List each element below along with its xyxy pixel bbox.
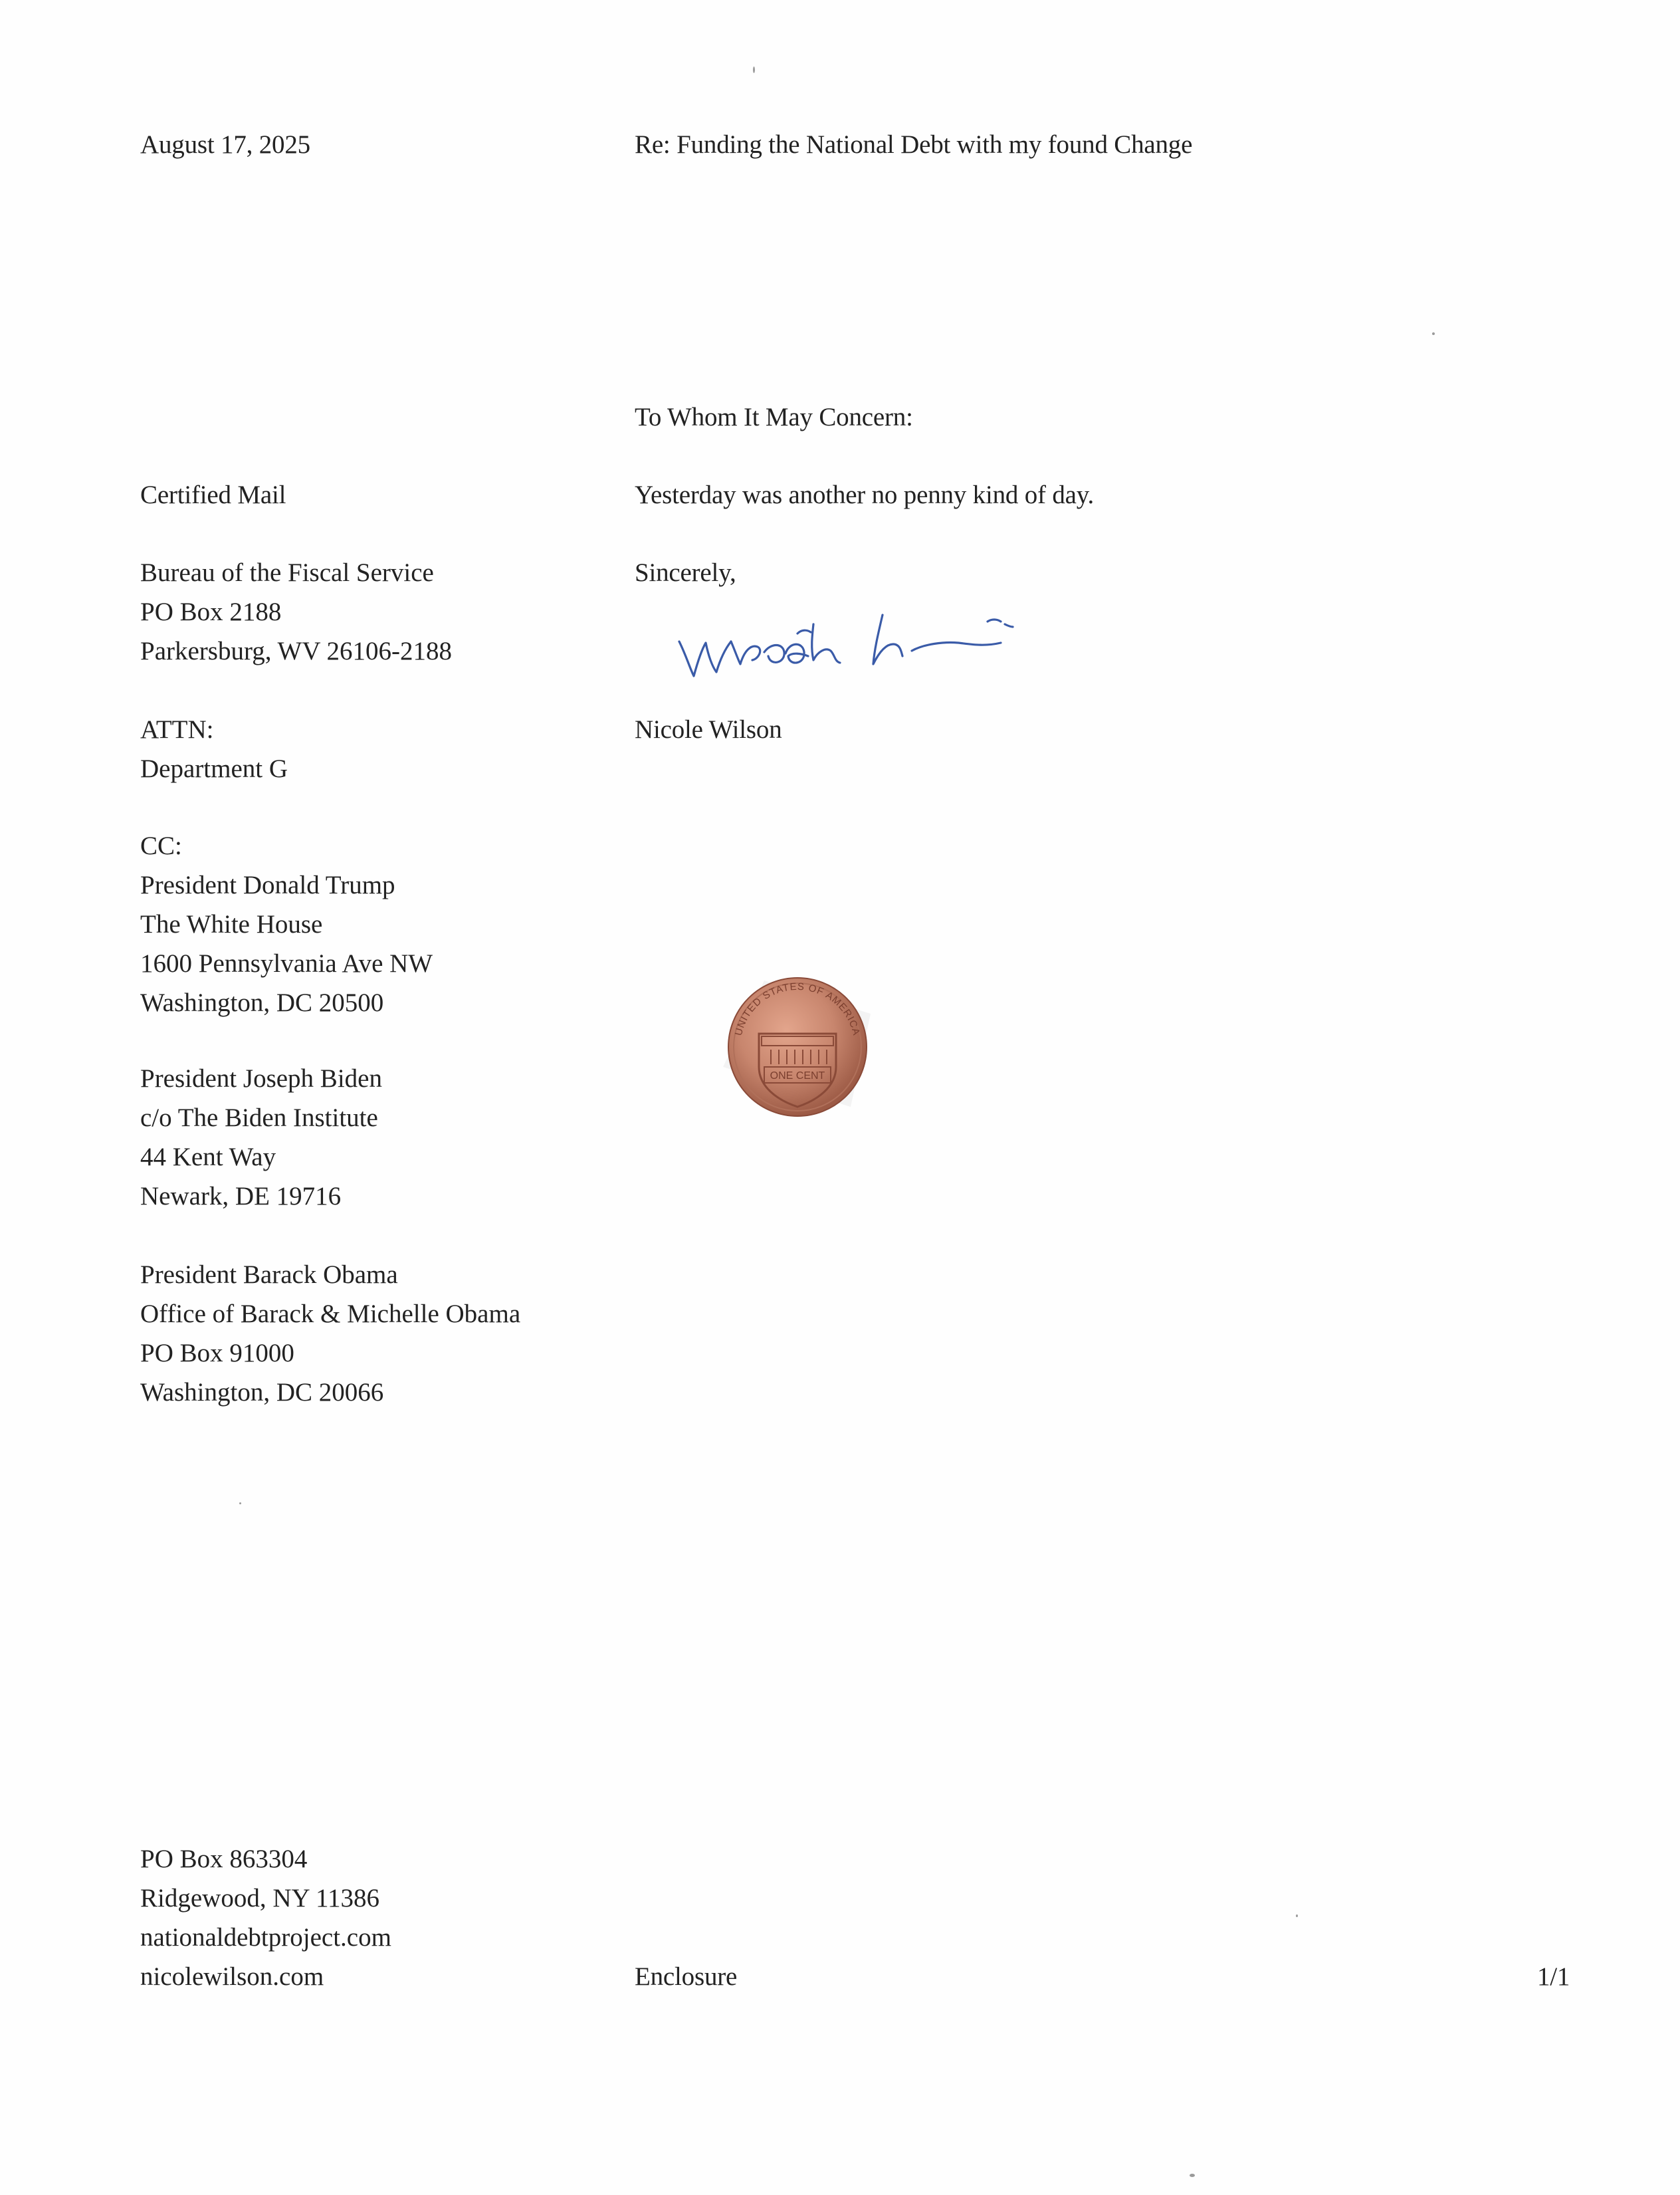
- penny-coin-image: [718, 967, 877, 1127]
- enclosure-label: Enclosure: [635, 1962, 738, 1991]
- cc-line: President Barack Obama: [140, 1260, 398, 1289]
- cc-line: The White House: [140, 910, 323, 939]
- attention-block: [140, 710, 288, 788]
- cc-line: c/o The Biden Institute: [140, 1103, 378, 1132]
- scan-speck: [753, 66, 755, 73]
- scan-speck: [239, 1502, 241, 1504]
- cc-line: 44 Kent Way: [140, 1143, 276, 1171]
- recipient-line: Parkersburg, WV 26106-2188: [140, 637, 453, 665]
- letter-subject: Re: Funding the National Debt with my found Change: [635, 130, 1193, 159]
- cc-line: President Joseph Biden: [140, 1064, 382, 1093]
- letter-body: Yesterday was another no penny kind of day.: [635, 481, 1095, 509]
- recipient-line: PO Box 2188: [140, 598, 282, 626]
- sender-line: Ridgewood, NY 11386: [140, 1884, 380, 1912]
- attention-department: Department G: [140, 754, 288, 783]
- coin-bottom-text: ONE CENT: [770, 1070, 825, 1082]
- cc-line: President Donald Trump: [140, 871, 395, 899]
- cc-line: Newark, DE 19716: [140, 1182, 342, 1211]
- signer-name: Nicole Wilson: [635, 715, 782, 744]
- coin-top-text: UNITED STATES OF AMERICA: [732, 981, 863, 1037]
- cc-obama-block: [140, 1255, 520, 1412]
- salutation: To Whom It May Concern:: [635, 403, 913, 431]
- cc-line: 1600 Pennsylvania Ave NW: [140, 949, 433, 978]
- page-number: 1/1: [1537, 1962, 1570, 1991]
- cc-trump-block: [140, 826, 433, 1022]
- sender-line: PO Box 863304: [140, 1845, 308, 1873]
- scan-speck: [1190, 2174, 1195, 2177]
- scan-speck: [1432, 332, 1435, 335]
- sender-line: nicolewilson.com: [140, 1962, 324, 1991]
- letter-date: August 17, 2025: [140, 130, 310, 159]
- handwritten-signature: [671, 595, 1023, 695]
- mailing-method: Certified Mail: [140, 481, 286, 509]
- cc-biden-block: [140, 1059, 382, 1216]
- cc-label: CC:: [140, 832, 182, 860]
- scan-speck: [1296, 1914, 1298, 1917]
- sender-line: nationaldebtproject.com: [140, 1923, 391, 1952]
- recipient-address: [140, 553, 452, 671]
- cc-line: PO Box 91000: [140, 1339, 294, 1367]
- cc-line: Washington, DC 20500: [140, 988, 384, 1017]
- sender-address: [140, 1839, 391, 1996]
- closing: Sincerely,: [635, 558, 736, 587]
- cc-line: Washington, DC 20066: [140, 1378, 384, 1407]
- attention-label: ATTN:: [140, 715, 214, 744]
- recipient-line: Bureau of the Fiscal Service: [140, 558, 434, 587]
- cc-line: Office of Barack & Michelle Obama: [140, 1300, 521, 1328]
